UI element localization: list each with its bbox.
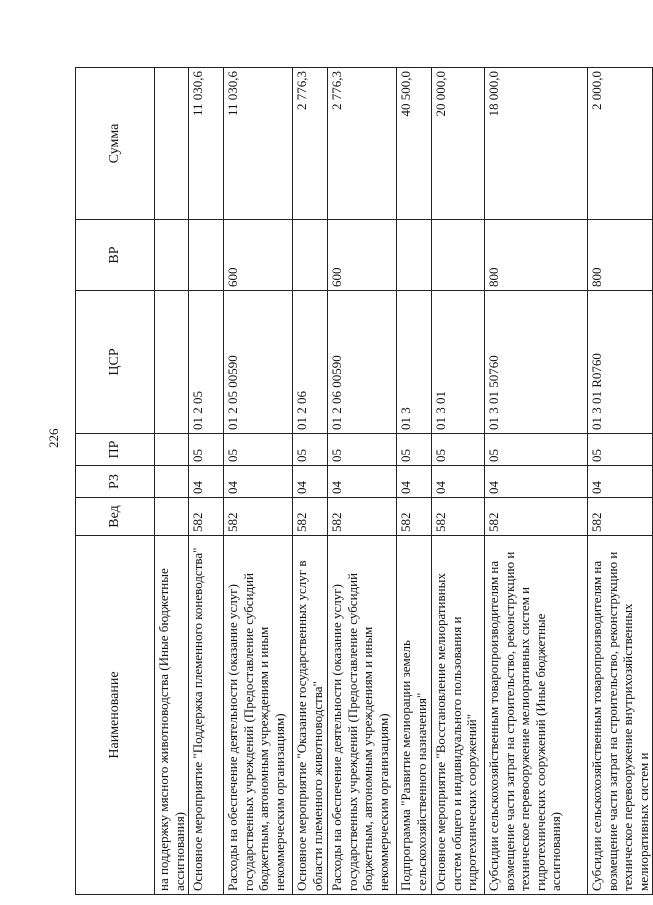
page-number: 226: [46, 428, 61, 448]
cell-name: Расходы на обеспечение деятельности (оказание услуг) государственных учреждений (Предоставление субсидий бюджетным, автономным учреждениям и иным некоммерческим организациям): [224, 536, 293, 895]
cell-vr: 600: [224, 220, 293, 291]
cell-rz: 04: [328, 466, 397, 498]
table-header-row: [76, 68, 155, 895]
cell-name: Субсидии сельскохозяйственным товаропроизводителям на возмещение части затрат на строительство, реконструкцию и техническое перевооружение внутрихозяйственных мелиоративных систем и: [588, 536, 653, 895]
cell-ved: 582: [588, 498, 653, 536]
header-ved: Вед: [76, 498, 155, 536]
cell-csr: 01 2 06: [293, 291, 328, 434]
cell-sum: 40 500,0: [397, 68, 432, 220]
header-pr: ПР: [76, 434, 155, 466]
cell-pr: 05: [588, 434, 653, 466]
cell-sum: 18 000,0: [485, 68, 588, 220]
cell-vr: 800: [588, 220, 653, 291]
table-row: [432, 68, 485, 895]
cell-sum: 20 000,0: [432, 68, 485, 220]
table-row: [224, 68, 293, 895]
header-vr: ВР: [76, 220, 155, 291]
cell-csr: 01 2 05: [189, 291, 224, 434]
cell-rz: 04: [224, 466, 293, 498]
cell-vr: 800: [485, 220, 588, 291]
cell-vr: 600: [328, 220, 397, 291]
cell-ved: 582: [397, 498, 432, 536]
cell-name: Основное мероприятие "Восстановление мелиоративных систем общего и индивидуального пользования и гидротехнических сооружений": [432, 536, 485, 895]
cell-sum: 2 000,0: [588, 68, 653, 220]
cell-vr: [189, 220, 224, 291]
table-row: [485, 68, 588, 895]
cell-vr: [155, 220, 189, 291]
cell-rz: 04: [432, 466, 485, 498]
cell-ved: 582: [293, 498, 328, 536]
cell-sum: 11 030,6: [224, 68, 293, 220]
cell-csr: 01 3 01 50760: [485, 291, 588, 434]
cell-csr: 01 2 05 00590: [224, 291, 293, 434]
header-name: Наименование: [76, 536, 155, 895]
cell-sum: 2 776,3: [293, 68, 328, 220]
cell-rz: 04: [189, 466, 224, 498]
cell-rz: 04: [485, 466, 588, 498]
cell-csr: 01 3: [397, 291, 432, 434]
cell-name: Расходы на обеспечение деятельности (оказание услуг) государственных учреждений (Предоставление субсидий бюджетным, автономным учреждениям и иным некоммерческим организациям): [328, 536, 397, 895]
cell-pr: [155, 434, 189, 466]
cell-ved: 582: [224, 498, 293, 536]
cell-pr: 05: [293, 434, 328, 466]
table-row: [293, 68, 328, 895]
cell-ved: 582: [432, 498, 485, 536]
cell-sum: [155, 68, 189, 220]
cell-vr: [432, 220, 485, 291]
cell-pr: 05: [432, 434, 485, 466]
budget-table: [75, 67, 653, 895]
cell-vr: [293, 220, 328, 291]
cell-name: Основное мероприятие "Оказание государственных услуг в области племенного животноводства": [293, 536, 328, 895]
cell-csr: 01 3 01: [432, 291, 485, 434]
cell-pr: 05: [224, 434, 293, 466]
cell-name: Подпрограмма "Развитие мелиорации земель сельскохозяйственного назначения": [397, 536, 432, 895]
table-row: [189, 68, 224, 895]
table-row: [588, 68, 653, 895]
table-row: [328, 68, 397, 895]
cell-name: на поддержку мясного животноводства (Иные бюджетные ассигнования): [155, 536, 189, 895]
cell-csr: [155, 291, 189, 434]
cell-pr: 05: [328, 434, 397, 466]
cell-pr: 05: [397, 434, 432, 466]
cell-ved: 582: [189, 498, 224, 536]
cell-vr: [397, 220, 432, 291]
rotated-document: [75, 68, 651, 895]
header-sum: Сумма: [76, 68, 155, 220]
cell-csr: 01 2 06 00590: [328, 291, 397, 434]
cell-rz: 04: [588, 466, 653, 498]
header-csr: ЦСР: [76, 291, 155, 434]
header-rz: РЗ: [76, 466, 155, 498]
cell-rz: [155, 466, 189, 498]
cell-pr: 05: [189, 434, 224, 466]
table-row: [397, 68, 432, 895]
table-row: [155, 68, 189, 895]
cell-sum: 11 030,6: [189, 68, 224, 220]
cell-pr: 05: [485, 434, 588, 466]
cell-rz: 04: [397, 466, 432, 498]
cell-rz: 04: [293, 466, 328, 498]
cell-ved: [155, 498, 189, 536]
cell-name: Основное мероприятие "Поддержка племенного коневодства": [189, 536, 224, 895]
cell-ved: 582: [328, 498, 397, 536]
cell-name: Субсидии сельскохозяйственным товаропроизводителям на возмещение части затрат на строительство, реконструкцию и техническое перевооружение мелиоративных систем и гидротехнических сооружений (Иные бюджетные ассигнования): [485, 536, 588, 895]
cell-ved: 582: [485, 498, 588, 536]
cell-sum: 2 776,3: [328, 68, 397, 220]
cell-csr: 01 3 01 R0760: [588, 291, 653, 434]
